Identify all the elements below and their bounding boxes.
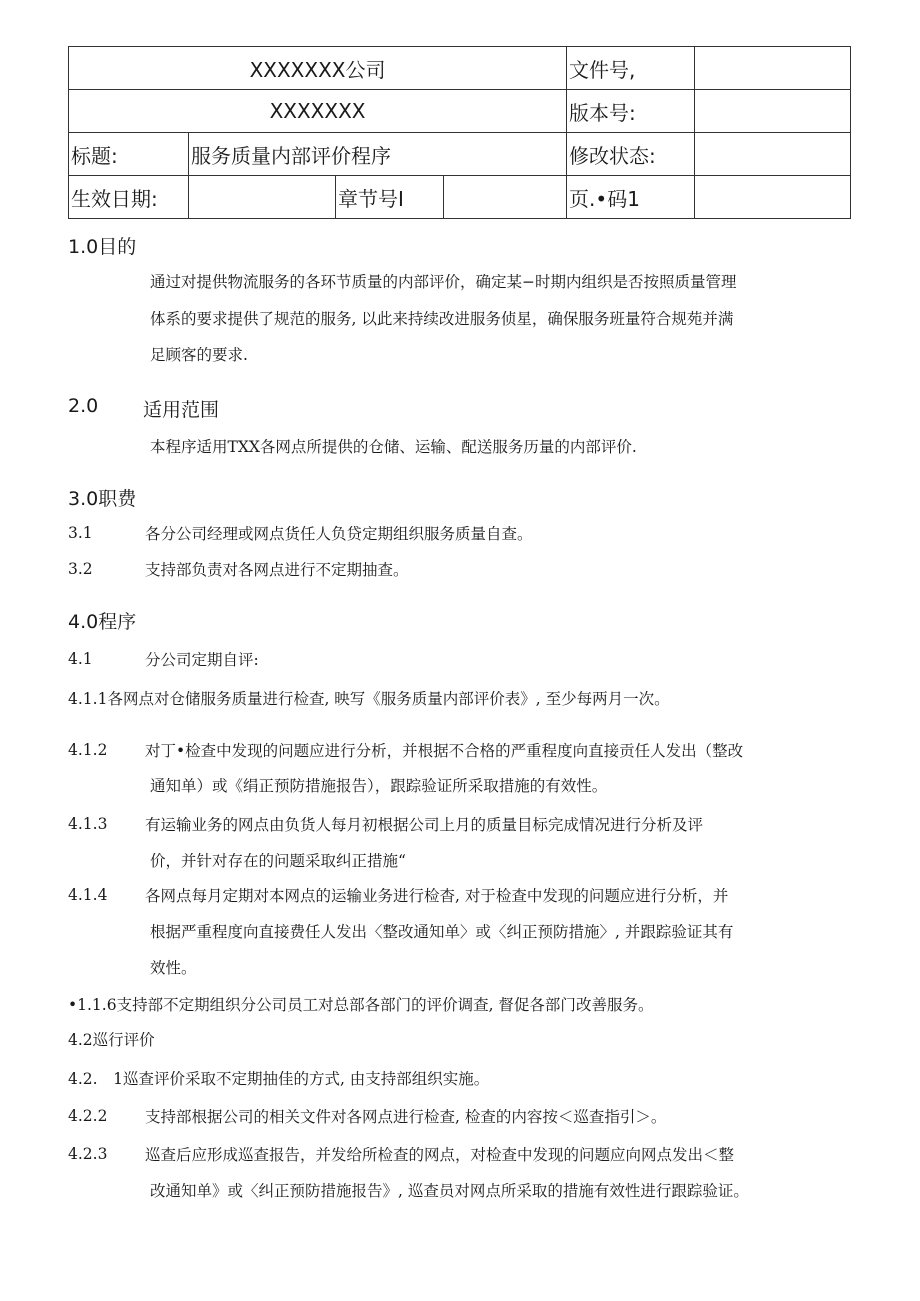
item-4-1-1-text: 4.1.1各网点对仓储服务质量进行检查, 映写《服务质量内部评价表》, 至少每两月一次。 [68,690,670,708]
item-3-2-text: 支持部负责对各网点进行不定期抽查。 [145,561,409,579]
section-2-number: 2.0 [68,395,99,417]
item-4-2-2-number: 4.2.2 [68,1107,108,1125]
item-4-1-2-line-1: 对丁•检查中发现的问题应进行分析，并根据不合格的严重程度向直接贡任人发出（整改 [145,742,744,760]
section-1-line-2: 体系的要求提供了规范的服务, 以此来持续改进服务侦星，确保服务班量符合规苑并满 [150,310,734,328]
item-4-1-4-line-2: 根据严重程度向直接费任人发出〈整改通知单〉或〈纠正预防措施〉, 并跟踪验证其有 [150,923,734,941]
section-4-2-heading: 4.2巡行评价 [68,1031,155,1049]
page-value [695,176,851,219]
item-3-1-number: 3.1 [68,524,93,542]
chapter-value [444,176,567,219]
title-label: 标题: [69,133,189,176]
version-label: 版本号: [567,90,695,133]
chapter-label: 章节号I [336,176,444,219]
item-4-1-3-line-1: 有运输业务的网点由负货人每月初根据公司上月的质量目标完成情况进行分析及评 [145,816,704,834]
section-4-heading: 4.0程序 [68,611,137,633]
version-value [695,90,851,133]
section-1-heading: 1.0目的 [68,236,137,258]
item-4-1-text: 分公司定期自评: [145,651,259,669]
item-4-1-3-line-2: 价，并针对存在的问题采取纠正措施“ [150,852,406,870]
item-4-1-2-line-2: 通知单）或《绢正预防措施报告），跟踪验证所采取措施的有效性。 [150,777,608,795]
effective-date-label: 生效日期: [69,176,189,219]
item-3-1-text: 各分公司经理或网点货任人负贷定期组织服务质量自查。 [145,525,533,543]
item-4-2-3-line-1: 巡查后应形成巡查报告，并发给所检查的网点，对检查中发现的问题应向网点发出＜整 [145,1146,735,1164]
item-4-1-6-text: •1.1.6支持部不定期组织分公司员工对总部各部门的评价调查, 督促各部门改善服务。 [68,996,654,1014]
page-label: 页.•码1 [567,176,695,219]
item-3-2-number: 3.2 [68,560,93,578]
document-header-table [68,46,850,216]
section-2-heading: 适用范围 [143,399,220,421]
header-subtitle: XXXXXXX [69,90,567,133]
document-title: 服务质量内部评价程序 [189,133,567,176]
company-name: XXXXXXX公司 [69,47,567,90]
item-4-1-number: 4.1 [68,650,93,668]
section-2-line-1: 本程序适用TXX各网点所提供的仓储、运输、配送服务历量的内部评价. [150,438,637,456]
item-4-2-3-line-2: 改通知单》或〈纠正预防措施报告》, 巡查员对网点所采取的措施有效性进行跟踪验证。 [150,1182,749,1200]
item-4-1-4-number: 4.1.4 [68,886,108,904]
revision-value [695,133,851,176]
file-no-label: 文件号, [567,47,695,90]
section-1-line-3: 足顾客的要求. [150,346,248,364]
item-4-1-4-line-1: 各网点每月定期对本网点的运输业务进行检杳, 对于检查中发现的问题应进行分析，并 [145,887,729,905]
item-4-2-2-text: 支持部根据公司的相关文件对各网点进行检查, 检查的内容按＜巡查指引＞。 [145,1108,667,1126]
file-no-value [695,47,851,90]
effective-date-value [189,176,336,219]
section-1-line-1: 通过对提供物流服务的各环节质量的内部评价，确定某−时期内组织是否按照质量管理 [150,273,737,291]
item-4-1-2-number: 4.1.2 [68,741,108,759]
section-3-heading: 3.0职费 [68,488,137,510]
revision-label: 修改状态: [567,133,695,176]
item-4-2-3-number: 4.2.3 [68,1145,108,1163]
item-4-2-1-text: 4.2. 1巡查评价采取不定期抽佳的方式, 由支持部组织实施。 [68,1070,490,1088]
item-4-1-3-number: 4.1.3 [68,815,108,833]
item-4-1-4-line-3: 效性。 [150,959,197,977]
